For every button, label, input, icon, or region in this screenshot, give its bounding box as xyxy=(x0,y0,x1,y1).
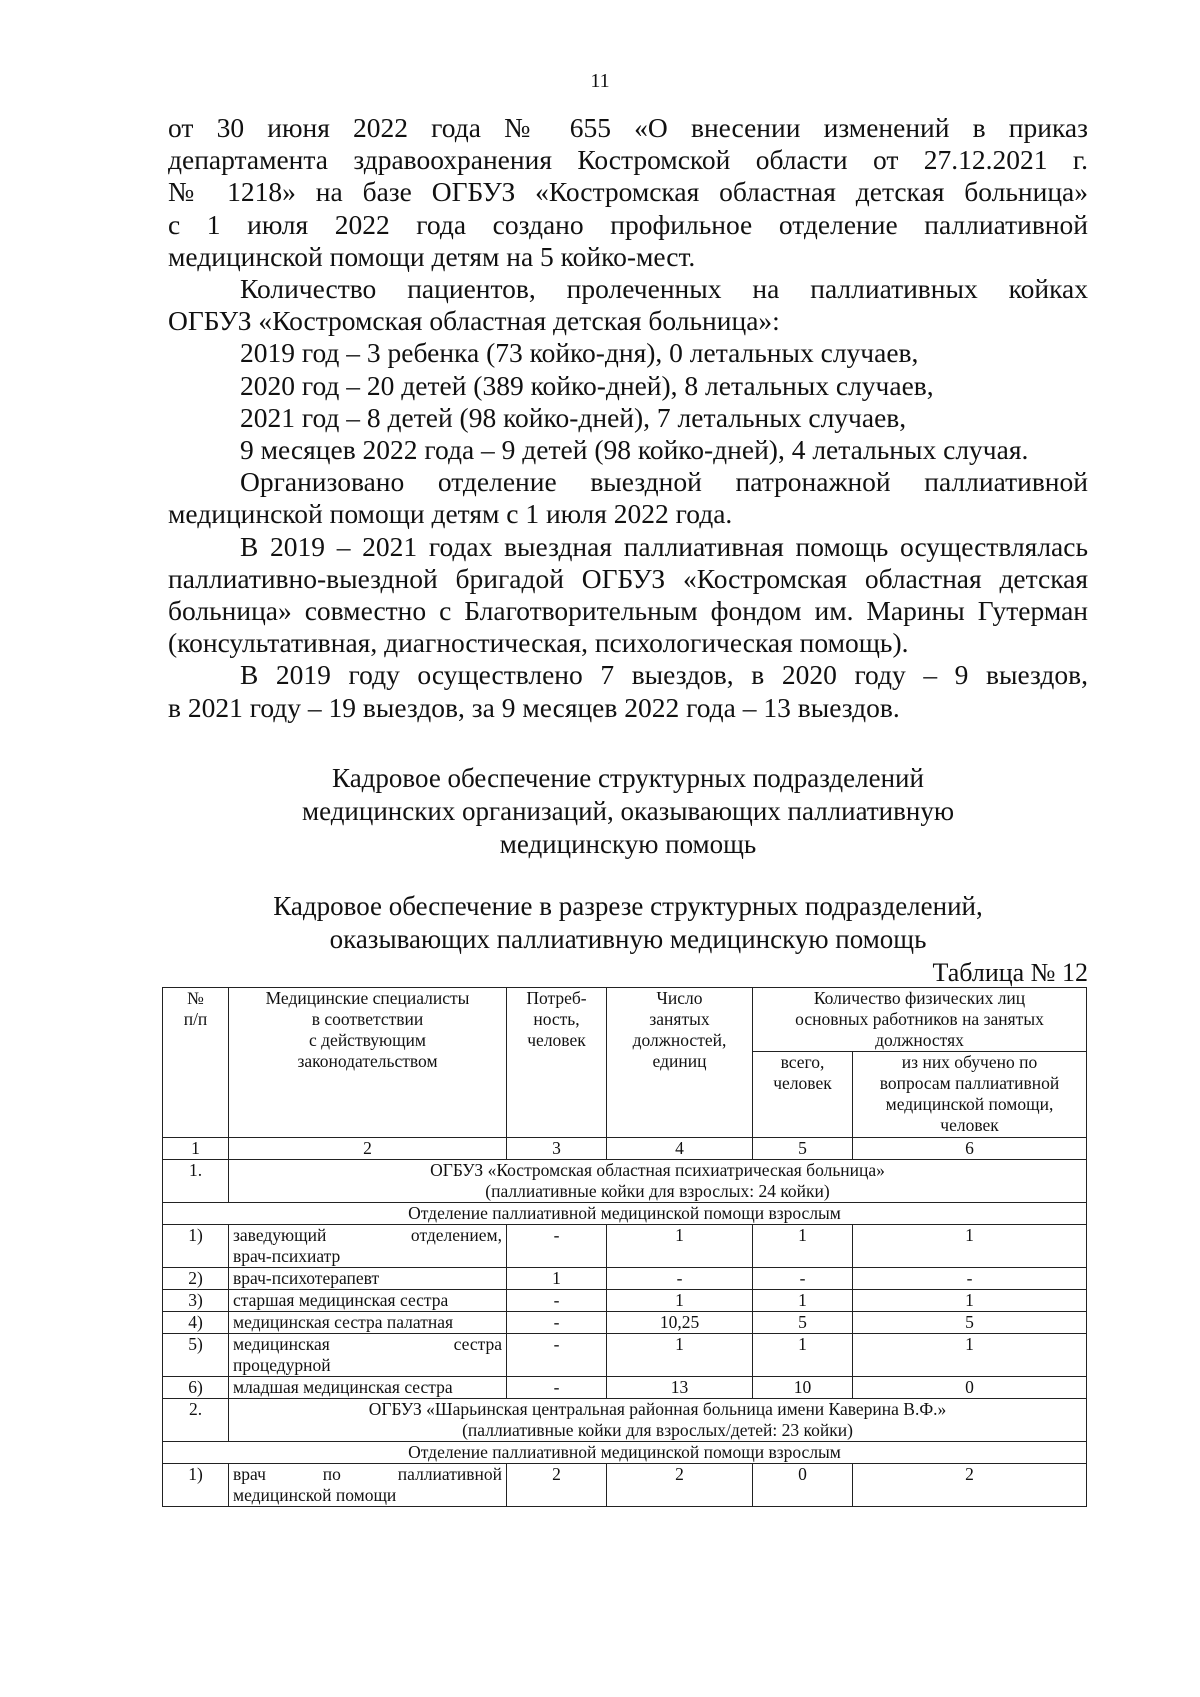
section-heading xyxy=(168,762,1088,861)
department-row xyxy=(163,1442,1087,1464)
trained-value: 2 xyxy=(853,1464,1087,1507)
table-caption: Таблица № 12 xyxy=(932,958,1088,987)
row-number: 3) xyxy=(163,1290,229,1312)
need-value: - xyxy=(507,1334,607,1377)
trained-value: - xyxy=(853,1268,1087,1290)
column-number: 1 xyxy=(163,1138,229,1160)
paragraph-order-reference xyxy=(168,112,1088,273)
header-total: всего, человек xyxy=(753,1052,853,1138)
text-line: медицинской помощи детям с 1 июля 2022 года. xyxy=(168,498,733,530)
text-line: больница» совместно с Благотворительным фондом им. Марины Гутерман xyxy=(168,595,1088,627)
text-line: В 2019 году осуществлено 7 выездов, в 2020 году – 9 выездов, xyxy=(240,659,1088,691)
positions-value: 1 xyxy=(607,1225,753,1268)
positions-value: 1 xyxy=(607,1290,753,1312)
specialist-name: медицинская сестра палатная xyxy=(229,1312,507,1334)
need-value: - xyxy=(507,1312,607,1334)
column-number: 3 xyxy=(507,1138,607,1160)
trained-value: 5 xyxy=(853,1312,1087,1334)
text-line: Организовано отделение выездной патронажной паллиативной xyxy=(240,466,1088,498)
positions-value: 10,25 xyxy=(607,1312,753,1334)
row-number: 6) xyxy=(163,1377,229,1399)
header-persons-group: Количество физических лиц основных работников на занятых должностях xyxy=(753,988,1087,1052)
specialist-name: заведующий отделением, врач-психиатр xyxy=(229,1225,507,1268)
column-number: 6 xyxy=(853,1138,1087,1160)
total-value: 1 xyxy=(753,1290,853,1312)
need-value: - xyxy=(507,1225,607,1268)
positions-value: 13 xyxy=(607,1377,753,1399)
table-title xyxy=(168,890,1088,956)
total-value: 1 xyxy=(753,1334,853,1377)
text-line: с 1 июля 2022 года создано профильное отделение паллиативной xyxy=(168,208,1088,240)
department-row xyxy=(163,1203,1087,1225)
table-row xyxy=(163,1225,1087,1268)
row-number: 4) xyxy=(163,1312,229,1334)
title-line: оказывающих паллиативную медицинскую помощь xyxy=(329,924,927,954)
need-value: - xyxy=(507,1290,607,1312)
trained-value: 1 xyxy=(853,1225,1087,1268)
need-value: - xyxy=(507,1377,607,1399)
staffing-table xyxy=(162,987,1087,1507)
text-line: № 1218» на базе ОГБУЗ «Костромская областная детская больница» xyxy=(168,176,1088,208)
trained-value: 1 xyxy=(853,1334,1087,1377)
row-number: 2) xyxy=(163,1268,229,1290)
trained-value: 1 xyxy=(853,1290,1087,1312)
table-row xyxy=(163,1268,1087,1290)
text-line: В 2019 – 2021 годах выездная паллиативная помощь осуществлялась xyxy=(240,530,1088,562)
row-number: 1) xyxy=(163,1464,229,1507)
department-name: Отделение паллиативной медицинской помощи взрослым xyxy=(163,1203,1087,1225)
total-value: 1 xyxy=(753,1225,853,1268)
title-line: Кадровое обеспечение в разрезе структурных подразделений, xyxy=(273,891,983,921)
page-number: 11 xyxy=(590,70,610,92)
text-line: Количество пациентов, пролеченных на паллиативных койках xyxy=(240,273,1088,305)
paragraph-visits xyxy=(168,659,1088,723)
text-line: ОГБУЗ «Костромская областная детская больница»: xyxy=(168,305,780,337)
org-name: ОГБУЗ «Шарьинская центральная районная больница имени Каверина В.Ф.» (паллиативные койки для взрослых/детей: 23 койки) xyxy=(229,1399,1087,1442)
header-specialists: Медицинские специалисты в соответствии с действующим законодательством xyxy=(229,988,507,1138)
row-number: 5) xyxy=(163,1334,229,1377)
org-name: ОГБУЗ «Костромская областная психиатрическая больница» (паллиативные койки для взрослых: 24 койки) xyxy=(229,1160,1087,1203)
table-row xyxy=(163,1312,1087,1334)
text-line: от 30 июня 2022 года № 655 «О внесении изменений в приказ xyxy=(168,112,1088,143)
paragraph-outreach-department xyxy=(168,466,1088,530)
stats-line: 2021 год – 8 детей (98 койко-дней), 7 летальных случаев, xyxy=(240,401,907,433)
positions-value: 2 xyxy=(607,1464,753,1507)
heading-line: медицинскую помощь xyxy=(499,829,757,859)
paragraph-outreach-team xyxy=(168,531,1088,660)
positions-value: - xyxy=(607,1268,753,1290)
paragraph-patient-count xyxy=(168,273,1088,337)
org-number: 2. xyxy=(163,1399,229,1442)
trained-value: 0 xyxy=(853,1377,1087,1399)
need-value: 1 xyxy=(507,1268,607,1290)
column-number: 2 xyxy=(229,1138,507,1160)
table-row xyxy=(163,1290,1087,1312)
total-value: 0 xyxy=(753,1464,853,1507)
specialist-name: старшая медицинская сестра xyxy=(229,1290,507,1312)
specialist-name: младшая медицинская сестра xyxy=(229,1377,507,1399)
org-row xyxy=(163,1160,1087,1203)
header-num: № п/п xyxy=(163,988,229,1138)
table-row xyxy=(163,1377,1087,1399)
total-value: 10 xyxy=(753,1377,853,1399)
column-number-row xyxy=(163,1138,1087,1160)
stats-line: 2020 год – 20 детей (389 койко-дней), 8 летальных случаев, xyxy=(240,369,934,401)
specialist-name: медицинская сестра процедурной xyxy=(229,1334,507,1377)
text-line: паллиативно-выездной бригадой ОГБУЗ «Костромская областная детская xyxy=(168,562,1088,594)
column-number: 5 xyxy=(753,1138,853,1160)
table-row xyxy=(163,1464,1087,1507)
need-value: 2 xyxy=(507,1464,607,1507)
text-line: медицинской помощи детям на 5 койко-мест. xyxy=(168,240,696,272)
text-line: (консультативная, диагностическая, психологическая помощь). xyxy=(168,627,909,659)
total-value: 5 xyxy=(753,1312,853,1334)
body-text xyxy=(168,112,1088,724)
positions-value: 1 xyxy=(607,1334,753,1377)
total-value: - xyxy=(753,1268,853,1290)
column-number: 4 xyxy=(607,1138,753,1160)
text-line: департамента здравоохранения Костромской области от 27.12.2021 г. xyxy=(168,144,1088,176)
org-number: 1. xyxy=(163,1160,229,1203)
stats-line: 2019 год – 3 ребенка (73 койко-дня), 0 летальных случаев, xyxy=(240,337,919,369)
heading-line: медицинских организаций, оказывающих паллиативную xyxy=(301,796,954,826)
specialist-name: врач по паллиативной медицинской помощи xyxy=(229,1464,507,1507)
stats-line: 9 месяцев 2022 года – 9 детей (98 койко-дней), 4 летальных случая. xyxy=(240,434,1029,466)
org-row xyxy=(163,1399,1087,1442)
department-name: Отделение паллиативной медицинской помощи взрослым xyxy=(163,1442,1087,1464)
header-need: Потреб- ность, человек xyxy=(507,988,607,1138)
heading-line: Кадровое обеспечение структурных подразделений xyxy=(332,763,924,793)
table-row xyxy=(163,1334,1087,1377)
header-row xyxy=(163,988,1087,1052)
text-line: в 2021 году – 19 выездов, за 9 месяцев 2022 года – 13 выездов. xyxy=(168,691,900,723)
specialist-name: врач-психотерапевт xyxy=(229,1268,507,1290)
header-positions: Число занятых должностей, единиц xyxy=(607,988,753,1138)
row-number: 1) xyxy=(163,1225,229,1268)
header-trained: из них обучено по вопросам паллиативной медицинской помощи, человек xyxy=(853,1052,1087,1138)
